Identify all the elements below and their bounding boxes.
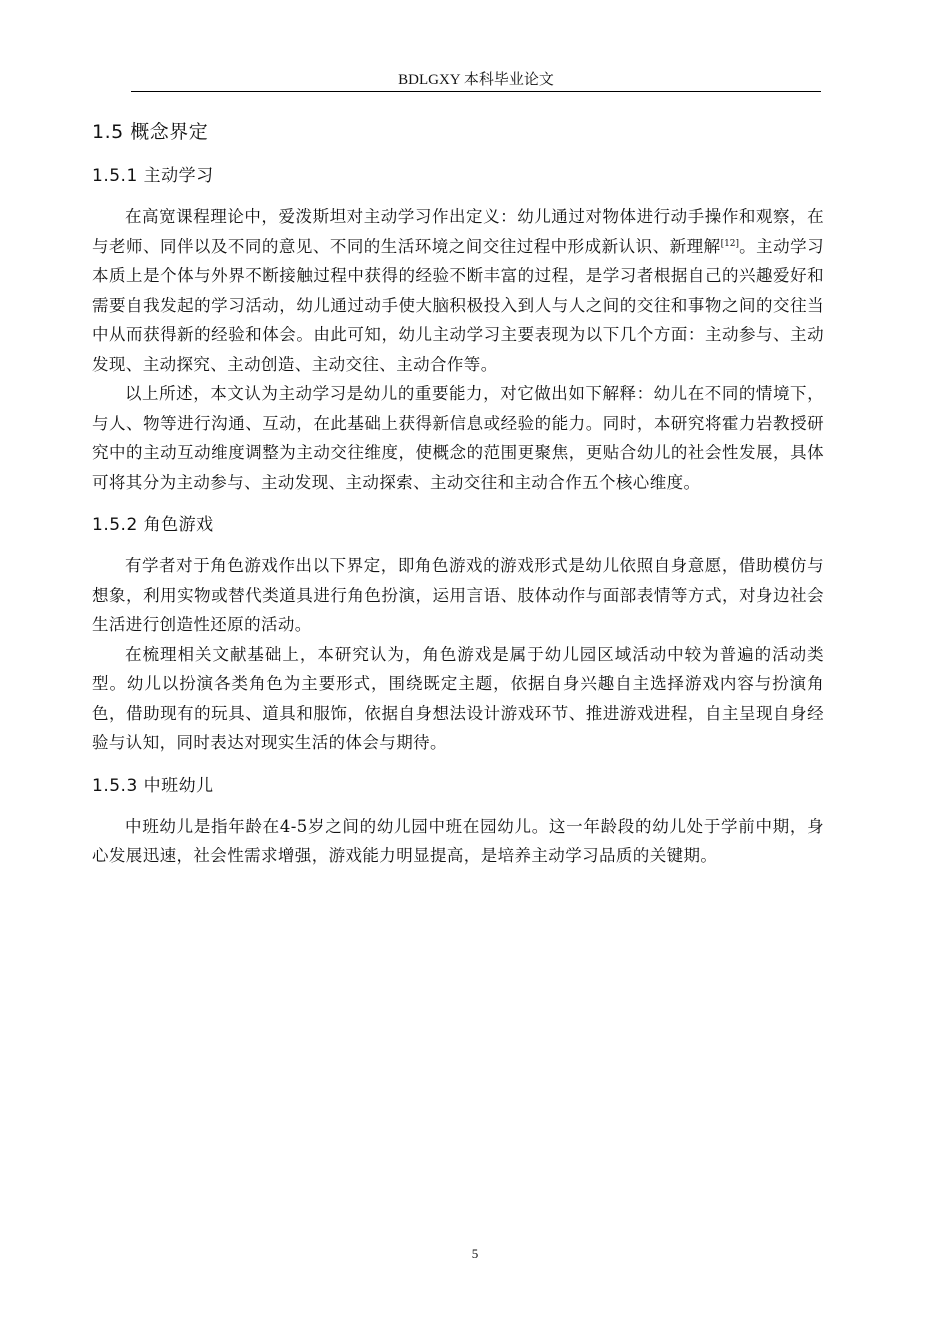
section-heading: 1.5 概念界定 (92, 121, 209, 143)
paragraph: 在梳理相关文献基础上，本研究认为，角色游戏是属于幼儿园区域活动中较为普遍的活动类型。幼儿以扮演各类角色为主要形式，围绕既定主题，依据自身兴趣自主选择游戏内容与扮演角色，借助现有的玩具、道具和服饰，依据自身想法设计游戏环节、推进游戏进程，自主呈现自身经验与认知，同时表达对现实生活的体会与期待。 (92, 644, 824, 752)
paragraph-text: 。主动学习本质上是个体与外界不断接触过程中获得的经验不断丰富的过程，是学习者根据自己的兴趣爱好和需要自我发起的学习活动，幼儿通过动手使大脑积极投入到人与人之间的交往和事物之间的交往当中从而获得新的经验和体会。由此可知，幼儿主动学习主要表现为以下几个方面：主动参与、主动发现、主动探究、主动创造、主动交往、主动合作等。 (92, 236, 824, 374)
page-number: 5 (471, 1246, 479, 1261)
subsection-heading-active-learning: 1.5.1 主动学习 (92, 166, 214, 186)
subsection-heading-role-play: 1.5.2 角色游戏 (92, 515, 214, 535)
subsection-heading-middle-class-children: 1.5.3 中班幼儿 (92, 775, 214, 796)
paragraph (92, 202, 824, 379)
running-header: BDLGXY 本科毕业论文 (398, 72, 554, 88)
paragraph: 有学者对于角色游戏作出以下界定，即角色游戏的游戏形式是幼儿依照自身意愿，借助模仿与想象，利用实物或替代类道具进行角色扮演，运用言语、肢体动作与面部表情等方式，对身边社会生活进行创造性还原的活动。 (92, 556, 824, 634)
page-body (92, 118, 824, 871)
citation-marker: [12] (720, 238, 740, 249)
paragraph-text: 在高宽课程理论中，爱泼斯坦对主动学习作出定义：幼儿通过对物体进行动手操作和观察，在与老师、同伴以及不同的意见、不同的生活环境之间交往过程中形成新认识、新理解 (92, 207, 824, 256)
header-rule (131, 91, 821, 92)
paragraph: 中班幼儿是指年龄在4-5岁之间的幼儿园中班在园幼儿。这一年龄段的幼儿处于学前中期，身心发展迅速，社会性需求增强，游戏能力明显提高，是培养主动学习品质的关键期。 (92, 816, 824, 865)
paragraph: 以上所述，本文认为主动学习是幼儿的重要能力，对它做出如下解释：幼儿在不同的情境下，与人、物等进行沟通、互动，在此基础上获得新信息或经验的能力。同时，本研究将霍力岩教授研究中的主动互动维度调整为主动交往维度，使概念的范围更聚焦，更贴合幼儿的社会性发展，具体可将其分为主动参与、主动发现、主动探索、主动交往和主动合作五个核心维度。 (92, 384, 824, 492)
